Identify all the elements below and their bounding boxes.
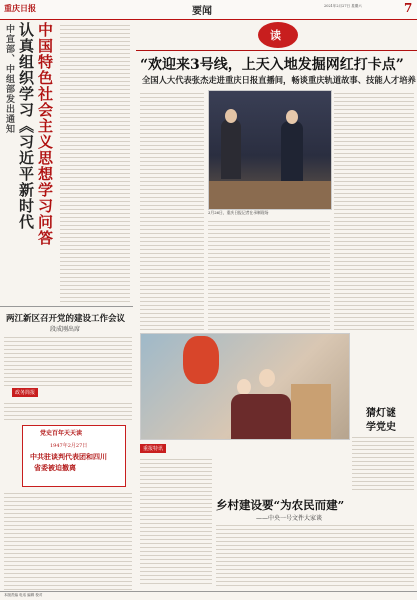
- main-story-title: “欢迎来3号线，上天入地发掘网红打卡点”: [140, 57, 404, 73]
- side-story-title-line1: 猜灯谜: [366, 408, 396, 419]
- left-title-line1: 中国特色社会主义思想学习问答: [36, 22, 54, 246]
- main-story-subtitle: 全国人大代表张杰走进重庆日报直播间，畅谈重庆轨道故事、技能人才培养: [142, 75, 416, 85]
- divider: [136, 50, 417, 51]
- history-box-title-line2: 省委被迫撤离: [34, 463, 76, 472]
- main-body-col-right: [334, 90, 414, 330]
- history-box-title-line1: 中共驻谈判代表团和四川: [30, 452, 107, 461]
- bodies: [231, 394, 291, 439]
- left-story2-subtitle: 段成刚出席: [50, 326, 81, 333]
- left-kicker: 中宣部、中组部发出通知: [4, 24, 14, 134]
- desk: [209, 181, 331, 209]
- photo-caption: 2月26日，重庆日报记者在录制现场: [208, 210, 269, 215]
- lantern: [183, 336, 219, 384]
- history-body: [4, 490, 132, 590]
- main-body-col2: [208, 218, 330, 330]
- right-story-subtitle: ——中央一号文件大家谈: [256, 515, 323, 522]
- politics-body: [4, 400, 132, 420]
- face-left: [225, 109, 237, 123]
- section-title: 要闻: [192, 6, 212, 17]
- side-story-title-line2: 学党史: [366, 422, 396, 433]
- lantern-photo: [140, 333, 350, 440]
- person-right: [281, 121, 303, 181]
- face-right: [286, 110, 298, 124]
- face-adult: [259, 369, 275, 387]
- footer-text: 本版责编 电话 编辑 校对: [4, 593, 43, 597]
- politics-tag: 政务简报: [12, 388, 38, 397]
- history-box-date: 1947年2月27日: [50, 443, 88, 449]
- main-photo: [208, 90, 332, 210]
- left-body-text: [60, 22, 130, 302]
- right-story-title: 乡村建设要“为农民而建”: [216, 498, 345, 512]
- page-number: 7: [404, 1, 413, 15]
- history-box-header: 党史百年天天读: [40, 430, 83, 437]
- divider: [0, 306, 133, 307]
- banner-badge-label: 读: [270, 29, 281, 42]
- background-figure: [291, 384, 331, 439]
- left-title-line2: 认真组织学习《习近平新时代: [17, 22, 35, 230]
- footer-divider: [0, 591, 417, 592]
- focus-tag: 重报特讯: [140, 444, 166, 453]
- main-body-col1: [140, 90, 204, 330]
- left-story2-title: 两江新区召开党的建设工作会议: [6, 314, 126, 324]
- side-story-body: [352, 434, 414, 492]
- face-child: [237, 379, 251, 395]
- focus-body: [140, 456, 212, 586]
- left-story2-body: [4, 334, 132, 386]
- person-left: [221, 119, 241, 179]
- right-story-body: [216, 522, 414, 588]
- dateline: 2021年2月27日 星期六: [324, 4, 362, 8]
- newspaper-brand: 重庆日报: [4, 3, 36, 13]
